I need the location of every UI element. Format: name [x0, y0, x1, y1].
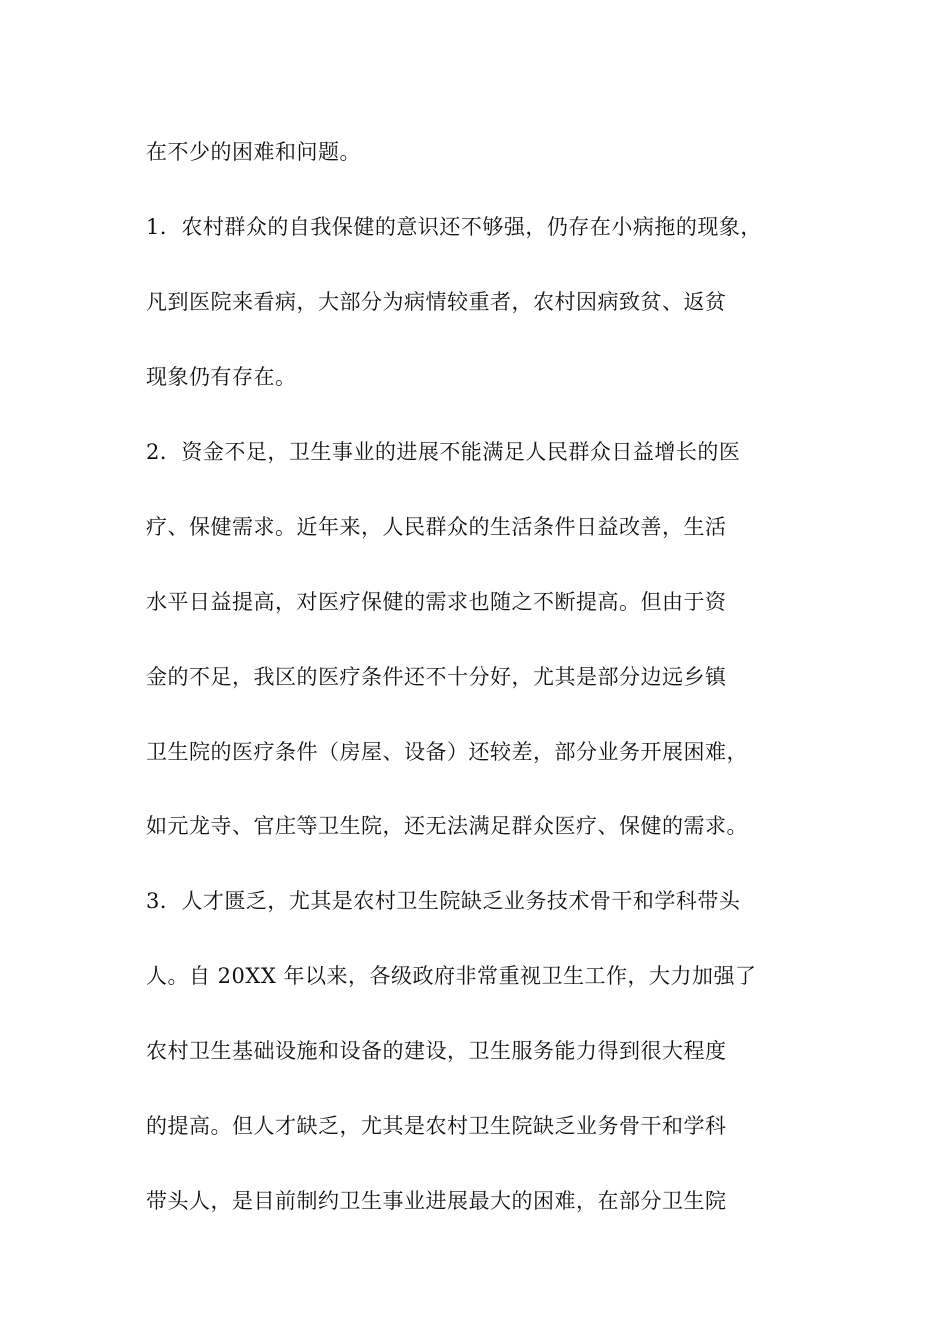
text-line: 如元龙寺、官庄等卫生院，还无法满足群众医疗、保健的需求。	[146, 814, 748, 838]
text-line: 金的不足，我区的医疗条件还不十分好，尤其是部分边远乡镇	[146, 665, 727, 689]
text-line: 2．资金不足，卫生事业的进展不能满足人民群众日益增长的医	[146, 440, 741, 464]
text-line: 卫生院的医疗条件（房屋、设备）还较差，部分业务开展困难，	[146, 740, 748, 764]
text-line: 凡到医院来看病，大部分为病情较重者，农村因病致贫、返贫	[146, 290, 727, 314]
text-line: 3．人才匮乏，尤其是农村卫生院缺乏业务技术骨干和学科带头	[146, 889, 741, 913]
text-line: 现象仍有存在。	[146, 365, 297, 389]
text-line: 疗、保健需求。近年来，人民群众的生活条件日益改善，生活	[146, 515, 727, 539]
text-line: 1．农村群众的自我保健的意识还不够强，仍存在小病拖的现象，	[146, 215, 762, 239]
text-line: 农村卫生基础设施和设备的建设，卫生服务能力得到很大程度	[146, 1039, 727, 1063]
text-line: 的提高。但人才缺乏，尤其是农村卫生院缺乏业务骨干和学科	[146, 1114, 727, 1138]
text-line: 人。自 20XX 年以来，各级政府非常重视卫生工作，大力加强了	[146, 964, 757, 988]
text-line: 水平日益提高，对医疗保健的需求也随之不断提高。但由于资	[146, 590, 727, 614]
text-line: 带头人，是目前制约卫生事业进展最大的困难，在部分卫生院	[146, 1189, 727, 1213]
text-line: 在不少的困难和问题。	[146, 140, 361, 164]
